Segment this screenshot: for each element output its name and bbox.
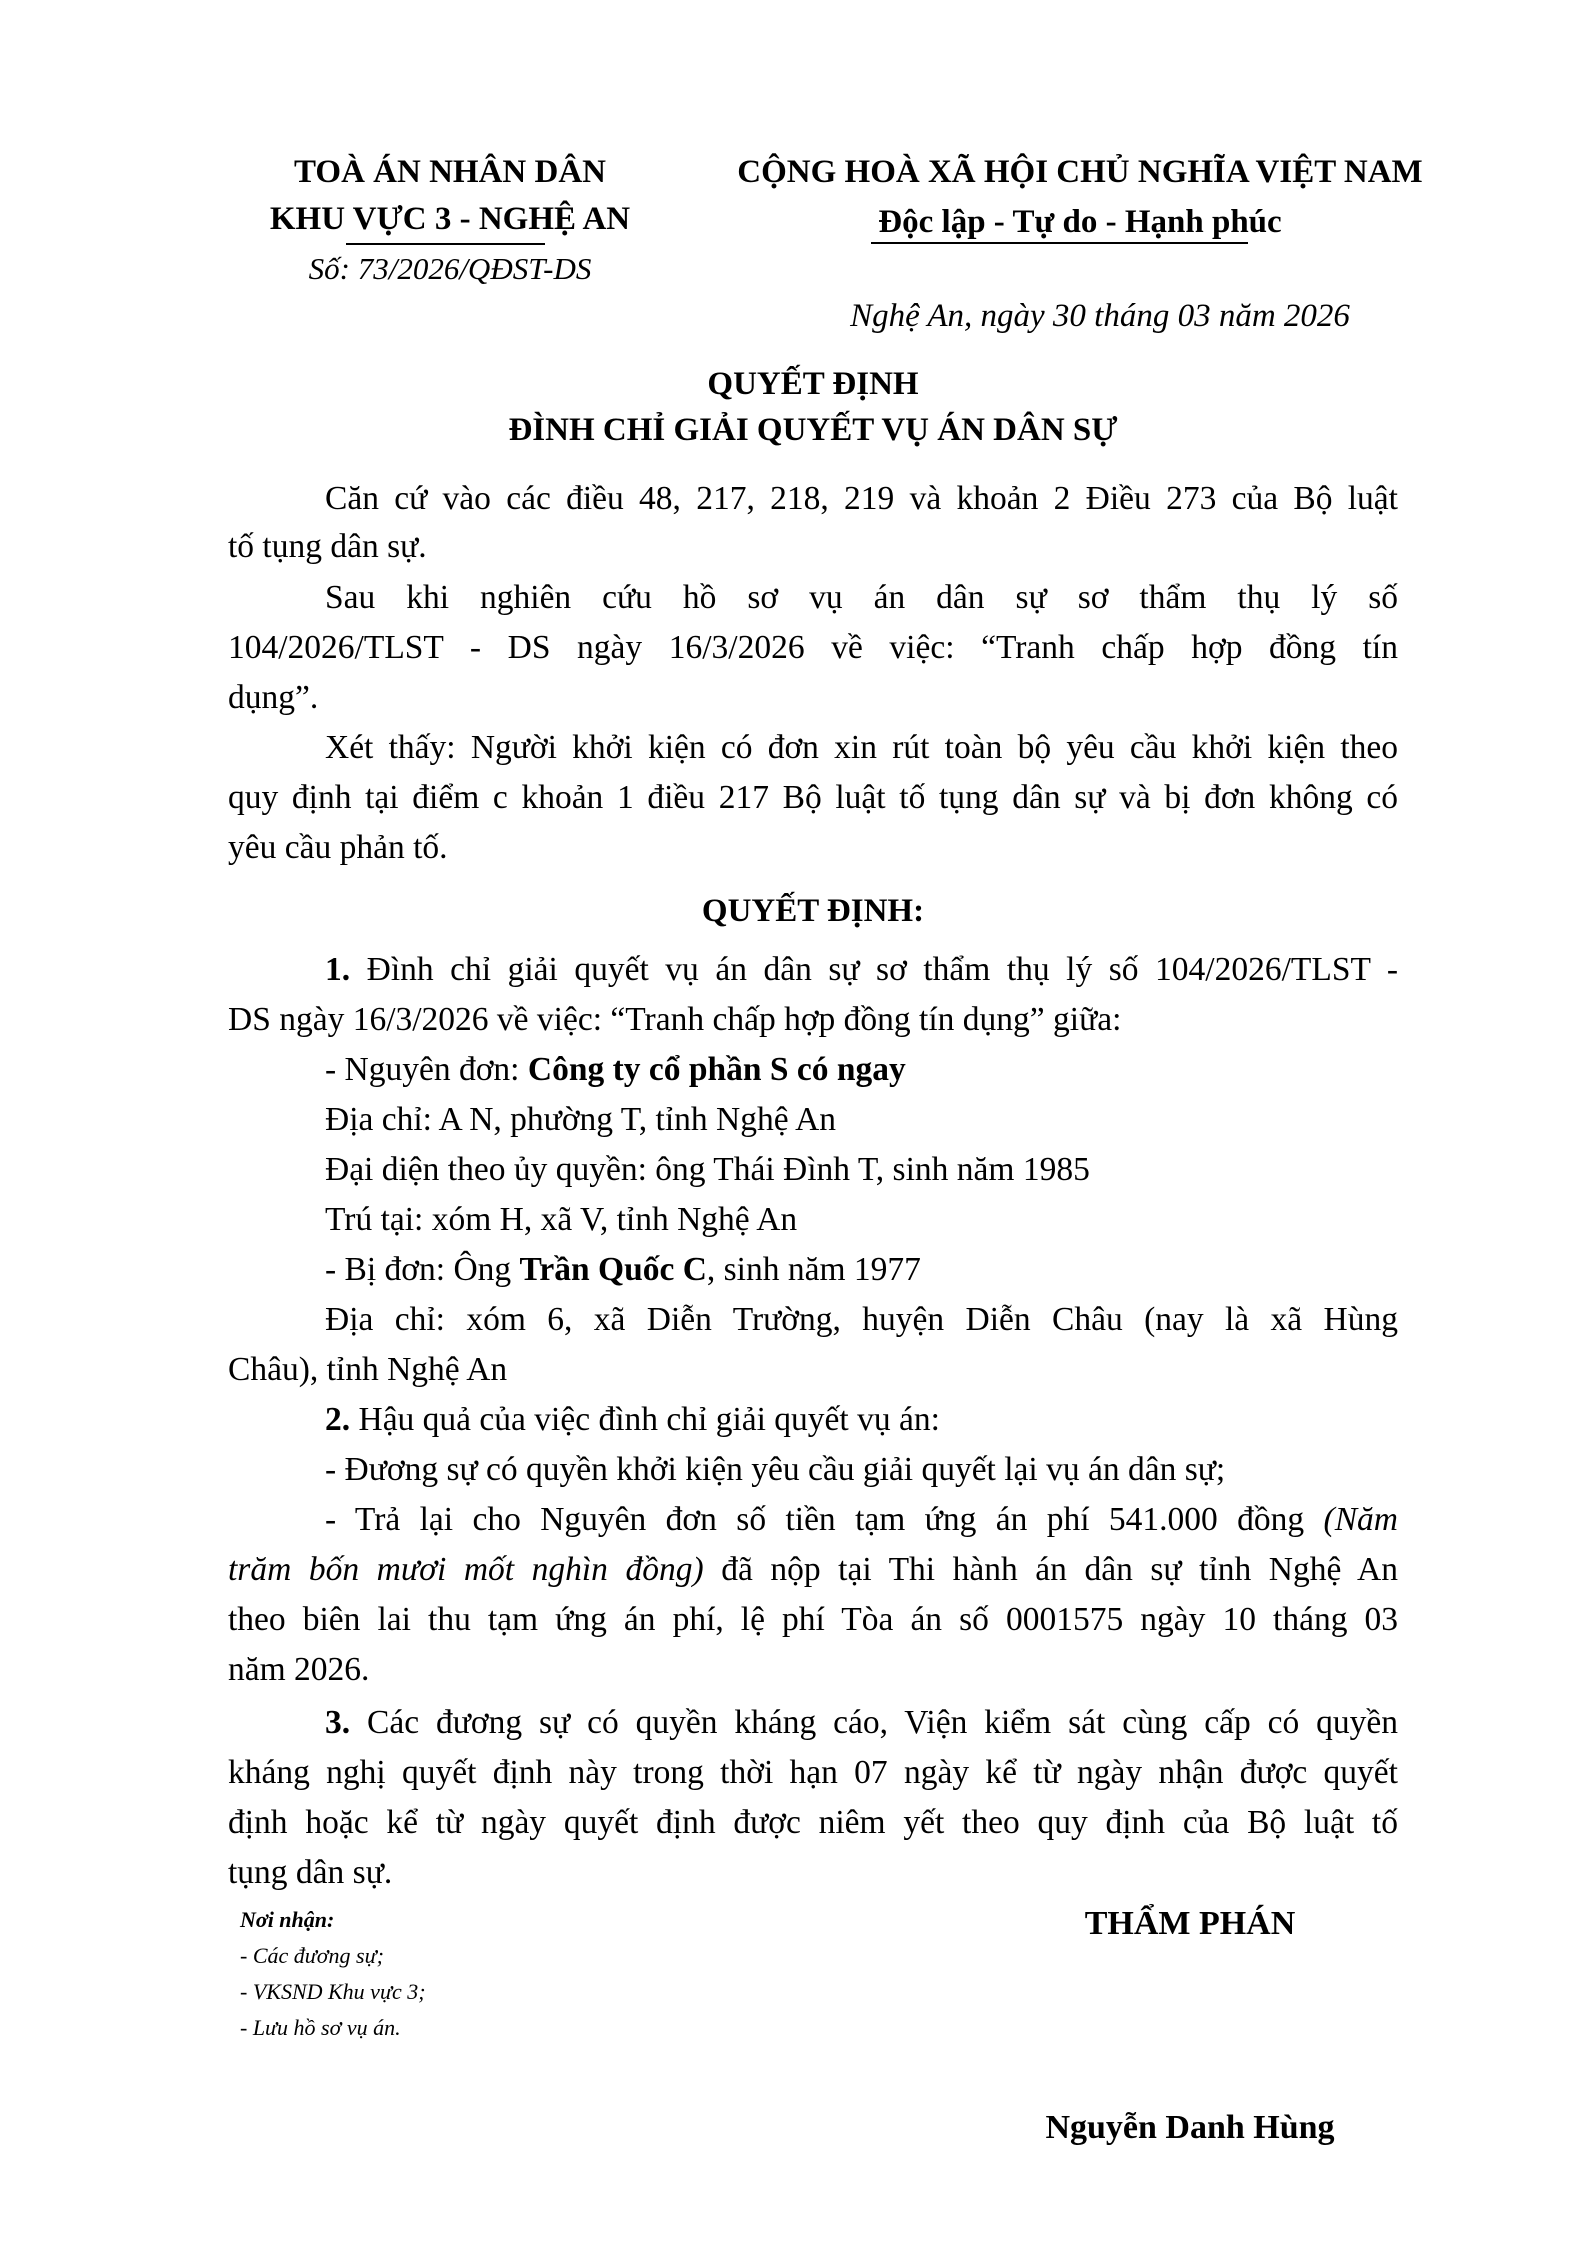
refund-paid-at: đã nộp tại Thi hành án dân sự tỉnh Nghệ An [703, 1551, 1398, 1588]
refund-text: - Trả lại cho Nguyên đơn số tiền tạm ứng án phí 541.000 đồng [325, 1501, 1324, 1538]
item1-text: Đình chỉ giải quyết vụ án dân sự sơ thẩm thụ lý số 104/2026/TLST - [350, 951, 1398, 988]
plaintiff-line [228, 1045, 1398, 1095]
preamble-case-line1: Sau khi nghiên cứu hồ sơ vụ án dân sự sơ thẩm thụ lý số [325, 579, 1398, 616]
preamble-case-line2: 104/2026/TLST - DS ngày 16/3/2026 về việc: “Tranh chấp hợp đồng tín [228, 629, 1398, 666]
place-date: Nghệ An, ngày 30 tháng 03 năm 2026 [850, 298, 1350, 334]
preamble-findings-line1: Xét thấy: Người khởi kiện có đơn xin rút toàn bộ yêu cầu khởi kiện theo [325, 729, 1398, 766]
court-underline [346, 243, 545, 245]
item2-bullet2-line1 [228, 1495, 1398, 1545]
decision-subtitle: ĐÌNH CHỈ GIẢI QUYẾT VỤ ÁN DÂN SỰ [508, 412, 1118, 448]
plaintiff-name: Công ty cổ phần S có ngay [527, 1051, 906, 1088]
defendant-label: - Bị đơn: Ông [325, 1251, 520, 1288]
preamble-case-line3: dụng”. [228, 679, 319, 716]
motto-underline [871, 242, 1248, 244]
preamble-findings-line3: yêu cầu phản tố. [228, 829, 448, 866]
document-number-value: 73/2026/QĐST-DS [357, 251, 592, 286]
item2-bullet2-line3: theo biên lai thu tạm ứng án phí, lệ phí Tòa án số 0001575 ngày 10 tháng 03 [228, 1601, 1398, 1638]
decision-title: QUYẾT ĐỊNH [707, 366, 919, 402]
defendant-line [228, 1245, 1398, 1295]
item3-number: 3. [325, 1704, 351, 1741]
item1-number: 1. [325, 951, 351, 988]
signer-title: THẨM PHÁN [1084, 1905, 1296, 1942]
recipient-item: - VKSND Khu vực 3; [240, 1979, 426, 2004]
national-motto: Độc lập - Tự do - Hạnh phúc [878, 204, 1282, 240]
defendant-address-line1: Địa chỉ: xóm 6, xã Diễn Trường, huyện Diễn Châu (nay là xã Hùng [325, 1301, 1398, 1338]
court-name-line2: KHU VỰC 3 - NGHỆ AN [269, 201, 631, 237]
decision-item3-line4: tụng dân sự. [228, 1854, 393, 1891]
preamble-legal-basis-line2: tố tụng dân sự. [228, 528, 427, 565]
recipient-item: - Lưu hồ sơ vụ án. [240, 2015, 401, 2040]
decision-item3-line1 [228, 1698, 1398, 1748]
document-number [210, 249, 690, 289]
document-number-label: Số: [308, 251, 358, 286]
decision-item3-line2: kháng nghị quyết định này trong thời hạn 07 ngày kể từ ngày nhận được quyết [228, 1754, 1398, 1791]
decision-item2-line1 [228, 1395, 1398, 1445]
recipient-item: - Các đương sự; [240, 1943, 384, 1968]
preamble-findings-line2: quy định tại điểm c khoản 1 điều 217 Bộ luật tố tụng dân sự và bị đơn không có [228, 779, 1398, 816]
plaintiff-representative: Đại diện theo ủy quyền: ông Thái Đình T, sinh năm 1985 [325, 1151, 1090, 1188]
preamble-legal-basis-line1: Căn cứ vào các điều 48, 217, 218, 219 và khoản 2 Điều 273 của Bộ luật [325, 480, 1398, 517]
defendant-birth: , sinh năm 1977 [706, 1251, 921, 1288]
item2-bullet2-line2 [228, 1545, 1398, 1595]
decision-item3-line3: định hoặc kể từ ngày quyết định được niêm yết theo quy định của Bộ luật tố [228, 1804, 1398, 1841]
defendant-address-line2: Châu), tỉnh Nghệ An [228, 1351, 508, 1388]
refund-amount-words-end: trăm bốn mươi mốt nghìn đồng) [228, 1551, 704, 1588]
decision-item1-line2: DS ngày 16/3/2026 về việc: “Tranh chấp hợp đồng tín dụng” giữa: [228, 1001, 1122, 1038]
item3-text: Các đương sự có quyền kháng cáo, Viện kiểm sát cùng cấp có quyền [350, 1704, 1398, 1741]
plaintiff-address: Địa chỉ: A N, phường T, tỉnh Nghệ An [325, 1101, 837, 1138]
plaintiff-label: - Nguyên đơn: [325, 1051, 528, 1088]
court-name-line1: TOÀ ÁN NHÂN DÂN [294, 154, 606, 190]
item2-text: Hậu quả của việc đình chỉ giải quyết vụ án: [350, 1401, 940, 1438]
defendant-name: Trần Quốc C [519, 1251, 707, 1288]
decision-item1-line1 [228, 945, 1398, 995]
refund-amount-words-start: (Năm [1323, 1501, 1398, 1538]
recipients-heading: Nơi nhận: [240, 1907, 335, 1932]
signer-name: Nguyễn Danh Hùng [1045, 2109, 1335, 2146]
item2-number: 2. [325, 1401, 351, 1438]
representative-residence: Trú tại: xóm H, xã V, tỉnh Nghệ An [325, 1201, 798, 1238]
item2-bullet1: - Đương sự có quyền khởi kiện yêu cầu giải quyết lại vụ án dân sự; [325, 1451, 1226, 1488]
country-name: CỘNG HOÀ XÃ HỘI CHỦ NGHĨA VIỆT NAM [737, 154, 1423, 190]
decision-heading: QUYẾT ĐỊNH: [701, 893, 925, 929]
item2-bullet2-line4: năm 2026. [228, 1651, 370, 1688]
